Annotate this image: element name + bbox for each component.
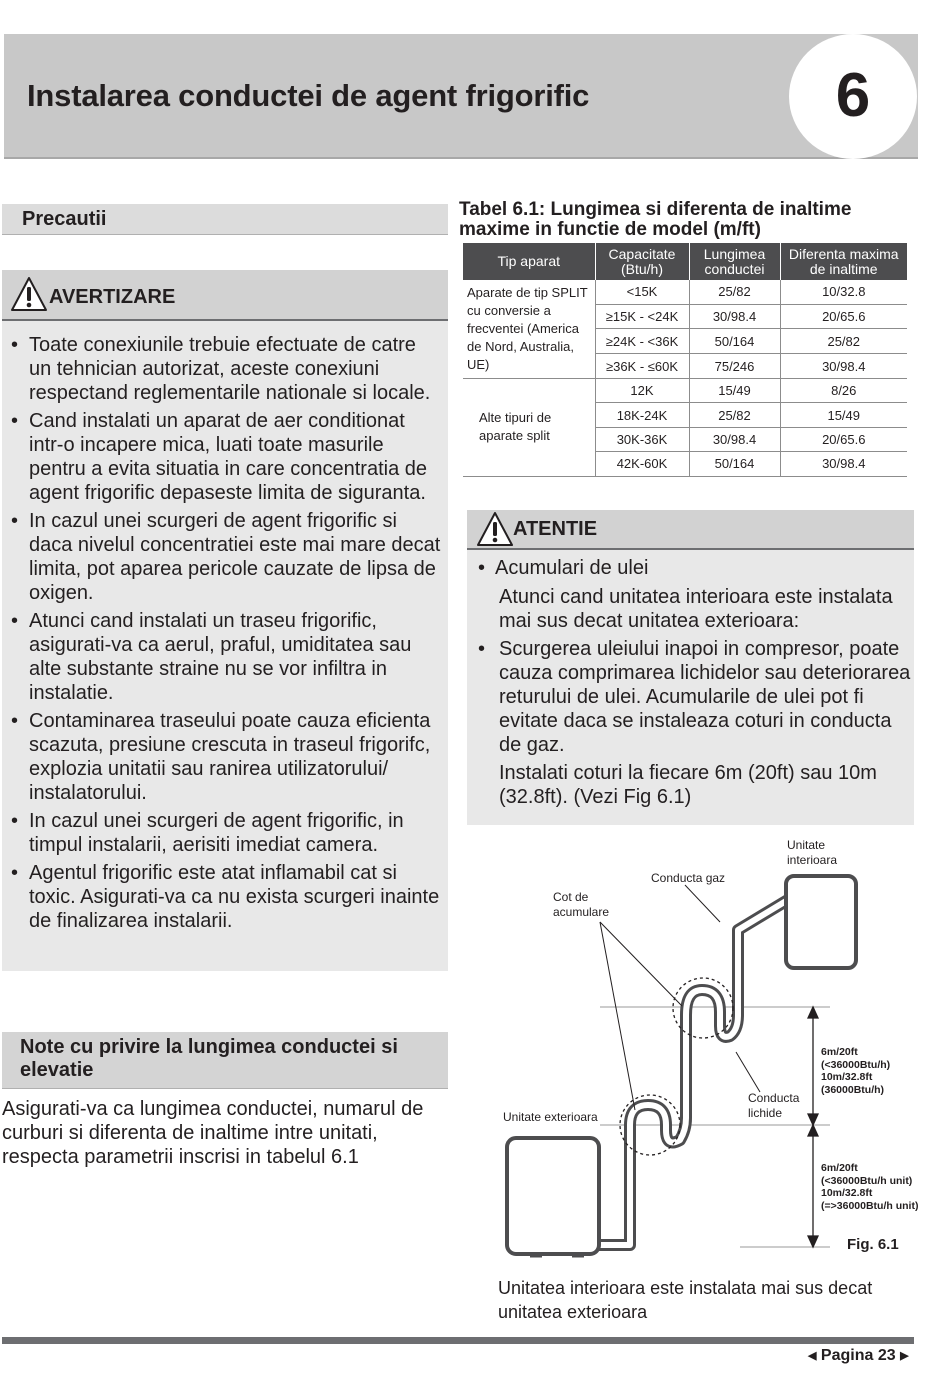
table-cell: 25/82 [689, 403, 780, 427]
warning-item: • Contaminarea traseului poate cauza eficienta scazuta, presiune crescuta in traseul frigorifc, explozia unitatii sau ranirea utilizatorului/ instalatorului. [11, 710, 431, 804]
table-header-cell: Capacitate (Btu/h) [595, 243, 689, 280]
dimension-upper-label: 6m/20ft (<36000Btu/h) 10m/32.8ft (36000Btu/h) [821, 1046, 891, 1096]
table-cell: 42K-60K [595, 452, 689, 476]
table-cell: ≥36K - ≤60K [595, 354, 689, 379]
indoor-unit-shape [786, 876, 856, 968]
warning-item: • Agentul frigorific este atat inflamabil cat si toxic. Asigurati-va ca nu exista scurgeri inainte de finalizarea instalarii. [11, 862, 440, 932]
page-number: ◀ Pagina 23 ▶ [808, 1347, 909, 1364]
caution-bullet-dot: • [478, 638, 486, 660]
caution-bullet: • Acumulari de ulei [478, 557, 649, 579]
table-cell: 18K-24K [595, 403, 689, 427]
warning-item: • In cazul unei scurgeri de agent frigorific si daca nivelul concentratiei este mai mare decat limita, pot aparea pericole cauzate de lipsa de oxigen. [11, 510, 441, 604]
dimension-lower-label: 6m/20ft (<36000Btu/h unit) 10m/32.8ft (=>36000Btu/h unit) [821, 1162, 919, 1212]
triangle-left-icon: ◀ [808, 1350, 817, 1362]
table-group-label: Aparate de tip SPLIT cu conversie a frecventei (America de Nord, Australia, UE) [463, 280, 595, 379]
table-cell: ≥24K - <36K [595, 329, 689, 354]
table-title: Tabel 6.1: Lungimea si diferenta de inaltime maxime in functie de model (m/ft) [459, 199, 852, 240]
table-cell: 75/246 [689, 354, 780, 379]
table-header-cell: Tip aparat [463, 243, 595, 280]
oil-trap-label: Cot de acumulare [553, 890, 610, 919]
table-header-cell: Diferenta maxima de inaltime [780, 243, 907, 280]
warning-item: • Cand instalati un aparat de aer conditionat intr-o incapere mica, luati toate masurile pentru a evita situatia in care concentratia de agent frigorific depaseste limita de siguranta. [11, 410, 428, 504]
note-paragraph: Asigurati-va ca lungimea conductei, numarul de curburi si diferenta de inaltime intre unitati, respecta parametrii inscrisi in tabelul 6.1 [2, 1098, 424, 1168]
table-cell: 30/98.4 [689, 427, 780, 451]
table-row [463, 280, 907, 304]
pipe-length-table [463, 243, 907, 477]
table-cell: ≥15K - <24K [595, 304, 689, 329]
footer-rule [2, 1337, 914, 1344]
table-cell: 50/164 [689, 452, 780, 476]
caution-paragraph: Atunci cand unitatea interioara este instalata mai sus decat unitatea exterioara: [499, 586, 893, 632]
gas-pipe-label: Conducta gaz [651, 871, 726, 885]
warning-triangle-icon [476, 511, 514, 552]
table-cell: 20/65.6 [780, 427, 907, 451]
caution-paragraph: Instalati coturi la fiecare 6m (20ft) sau 10m (32.8ft). (Vezi Fig 6.1) [499, 762, 877, 808]
warning-item: • In cazul unei scurgeri de agent frigorific, in timpul instalarii, aerisiti imediat camera. [11, 810, 404, 856]
figure-label: Fig. 6.1 [847, 1236, 899, 1253]
caution-title: ATENTIE [513, 518, 598, 540]
dimension-arrows [808, 1007, 818, 1247]
table-cell: 15/49 [689, 379, 780, 403]
precautii-heading: Precautii [22, 208, 107, 230]
warning-triangle-icon [10, 276, 48, 317]
warning-item: • Toate conexiunile trebuie efectuate de catre un tehnician autorizat, aceste conexiuni respectand reglementarile nationale si locale. [11, 334, 431, 404]
outdoor-unit-label: Unitate exterioara [503, 1110, 598, 1124]
indoor-unit-label: Unitate interioara [787, 838, 838, 867]
figure-caption: Unitatea interioara este instalata mai sus decat unitatea exterioara [498, 1278, 873, 1322]
triangle-right-icon: ▶ [900, 1350, 909, 1362]
table-cell: 25/82 [689, 280, 780, 304]
note-heading: Note cu privire la lungimea conductei si elevatie [20, 1036, 398, 1081]
table-group-label: Alte tipuri de aparate split [463, 379, 595, 477]
table-cell: 25/82 [780, 329, 907, 354]
warning-item: • Atunci cand instalati un traseu frigorific, asigurati-va ca aerul, praful, umiditatea sau alte substante straine nu se vor infiltra in instalatie. [11, 610, 412, 704]
liquid-pipe-label: Conducta lichide [748, 1091, 800, 1120]
table-cell: 30/98.4 [780, 354, 907, 379]
table-cell: 15/49 [780, 403, 907, 427]
table-row [463, 379, 907, 403]
table-cell: 30/98.4 [689, 304, 780, 329]
table-cell: 50/164 [689, 329, 780, 354]
chapter-title: Instalarea conductei de agent frigorific [27, 78, 590, 113]
warning-list [3, 333, 443, 937]
table-cell: 10/32.8 [780, 280, 907, 304]
table-cell: 20/65.6 [780, 304, 907, 329]
table-cell: 30K-36K [595, 427, 689, 451]
table-cell: 30/98.4 [780, 452, 907, 476]
caution-bullet: Scurgerea uleiului inapoi in compresor, poate cauza comprimarea lichidelor sau deteriorarea returului de ulei. Acumularile de ulei pot fi evitate daca se instaleaza coturi in conducta de gaz. [499, 638, 911, 756]
chapter-number: 6 [835, 61, 871, 130]
table-cell: 12K [595, 379, 689, 403]
warning-title: AVERTIZARE [49, 286, 176, 308]
table-cell: 8/26 [780, 379, 907, 403]
outdoor-unit-shape [507, 1138, 599, 1254]
table-header-cell: Lungimea conductei [689, 243, 780, 280]
table-cell: <15K [595, 280, 689, 304]
